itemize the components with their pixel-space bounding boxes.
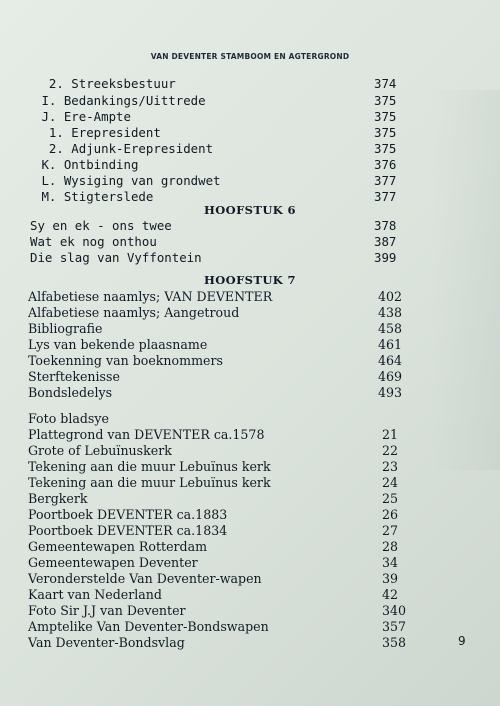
photo-page: 26 <box>382 507 399 522</box>
toc-label: I. Bedankings/Uittrede <box>34 93 206 108</box>
photo-page: 340 <box>382 603 407 618</box>
photo-page: 34 <box>382 555 399 570</box>
toc-page: 493 <box>378 385 403 400</box>
toc-row <box>28 305 428 321</box>
photo-row <box>28 603 428 619</box>
toc-label: K. Ontbinding <box>34 157 139 172</box>
toc-page: 378 <box>374 218 397 233</box>
photo-page: 23 <box>382 459 399 474</box>
photo-page: 22 <box>382 443 399 458</box>
toc-label: J. Ere-Ampte <box>34 109 131 124</box>
toc-row <box>28 353 428 369</box>
chapter-heading: HOOFSTUK 7 <box>204 273 296 287</box>
photo-row <box>28 475 428 491</box>
toc-page: 375 <box>374 125 397 140</box>
toc-row <box>34 141 434 157</box>
toc-row <box>28 289 428 305</box>
photo-label: Poortboek DEVENTER ca.1834 <box>28 523 228 538</box>
toc-label: Lys van bekende plaasname <box>28 337 208 352</box>
photo-page: 28 <box>382 539 399 554</box>
photo-row <box>28 427 428 443</box>
photo-row <box>28 443 428 459</box>
toc-page: 399 <box>374 250 397 265</box>
toc-label: Bondsledelys <box>28 385 113 400</box>
toc-page: 402 <box>378 289 403 304</box>
toc-label: 1. Erepresident <box>34 125 161 140</box>
photo-page: 39 <box>382 571 399 586</box>
toc-page: 438 <box>378 305 403 320</box>
photo-row <box>28 491 428 507</box>
photo-row <box>28 635 428 651</box>
toc-page: 461 <box>378 337 403 352</box>
chapter-heading: HOOFSTUK 6 <box>204 203 296 217</box>
photo-label: Gemeentewapen Rotterdam <box>28 539 208 554</box>
photo-label: Plattegrond van DEVENTER ca.1578 <box>28 427 265 442</box>
toc-page: 469 <box>378 369 403 384</box>
page-number: 9 <box>458 634 466 648</box>
photo-page: 42 <box>382 587 399 602</box>
photos-title <box>28 411 428 427</box>
toc-page: 458 <box>378 321 403 336</box>
toc-label: Bibliografie <box>28 321 103 336</box>
toc-row <box>34 76 434 92</box>
toc-row <box>34 93 434 109</box>
toc-page: 464 <box>378 353 403 368</box>
photo-row <box>28 523 428 539</box>
toc-row <box>34 173 434 189</box>
photo-page: 25 <box>382 491 399 506</box>
toc-label: Toekenning van boeknommers <box>28 353 223 368</box>
toc-label: 2. Adjunk-Erepresident <box>34 141 214 156</box>
toc-page: 374 <box>374 76 397 91</box>
photo-label: Veronderstelde Van Deventer-wapen <box>28 571 262 586</box>
toc-row <box>28 321 428 337</box>
photo-label: Poortboek DEVENTER ca.1883 <box>28 507 228 522</box>
toc-page: 377 <box>374 189 397 204</box>
toc-row <box>28 337 428 353</box>
photo-label: Tekening aan die muur Lebuïnus kerk <box>28 475 271 490</box>
photo-row <box>28 507 428 523</box>
photo-label: Amptelike Van Deventer-Bondswapen <box>28 619 269 634</box>
photo-row <box>28 459 428 475</box>
photo-row <box>28 555 428 571</box>
running-head: VAN DEVENTER STAMBOOM EN AGTERGROND <box>150 52 350 61</box>
photo-label: Bergkerk <box>28 491 88 506</box>
toc-page: 375 <box>374 93 397 108</box>
toc-row <box>34 125 434 141</box>
toc-label: Alfabetiese naamlys; Aangetroud <box>28 305 240 320</box>
toc-row <box>34 109 434 125</box>
toc-label: 2. Streeksbestuur <box>34 76 176 91</box>
toc-row <box>28 369 428 385</box>
photos-title-label: Foto bladsye <box>28 411 109 426</box>
toc-label: L. Wysiging van grondwet <box>34 173 221 188</box>
toc-label: Sy en ek - ons twee <box>30 218 172 233</box>
photo-page: 21 <box>382 427 399 442</box>
toc-row <box>30 250 430 266</box>
photo-label: Kaart van Nederland <box>28 587 162 602</box>
photo-page: 27 <box>382 523 399 538</box>
toc-page: 376 <box>374 157 397 172</box>
toc-page: 375 <box>374 141 397 156</box>
photo-row <box>28 587 428 603</box>
toc-row <box>34 157 434 173</box>
show-through-shadow <box>430 90 500 470</box>
photo-label: Gemeentewapen Deventer <box>28 555 198 570</box>
photo-label: Foto Sir J.J van Deventer <box>28 603 186 618</box>
photo-row <box>28 619 428 635</box>
toc-label: Sterftekenisse <box>28 369 120 384</box>
toc-page: 375 <box>374 109 397 124</box>
toc-label: M. Stigterslede <box>34 189 154 204</box>
toc-row <box>28 385 428 401</box>
toc-row <box>30 218 430 234</box>
photo-label: Tekening aan die muur Lebuïnus kerk <box>28 459 271 474</box>
toc-row <box>30 234 430 250</box>
photo-label: Grote of Lebuïnuskerk <box>28 443 172 458</box>
photo-label: Van Deventer-Bondsvlag <box>28 635 185 650</box>
photo-row <box>28 539 428 555</box>
photo-row <box>28 571 428 587</box>
toc-label: Wat ek nog onthou <box>30 234 157 249</box>
photo-page: 357 <box>382 619 407 634</box>
toc-label: Die slag van Vyffontein <box>30 250 202 265</box>
photo-page: 24 <box>382 475 399 490</box>
photo-page: 358 <box>382 635 407 650</box>
toc-page: 377 <box>374 173 397 188</box>
toc-label: Alfabetiese naamlys; VAN DEVENTER <box>28 289 273 304</box>
toc-page: 387 <box>374 234 397 249</box>
